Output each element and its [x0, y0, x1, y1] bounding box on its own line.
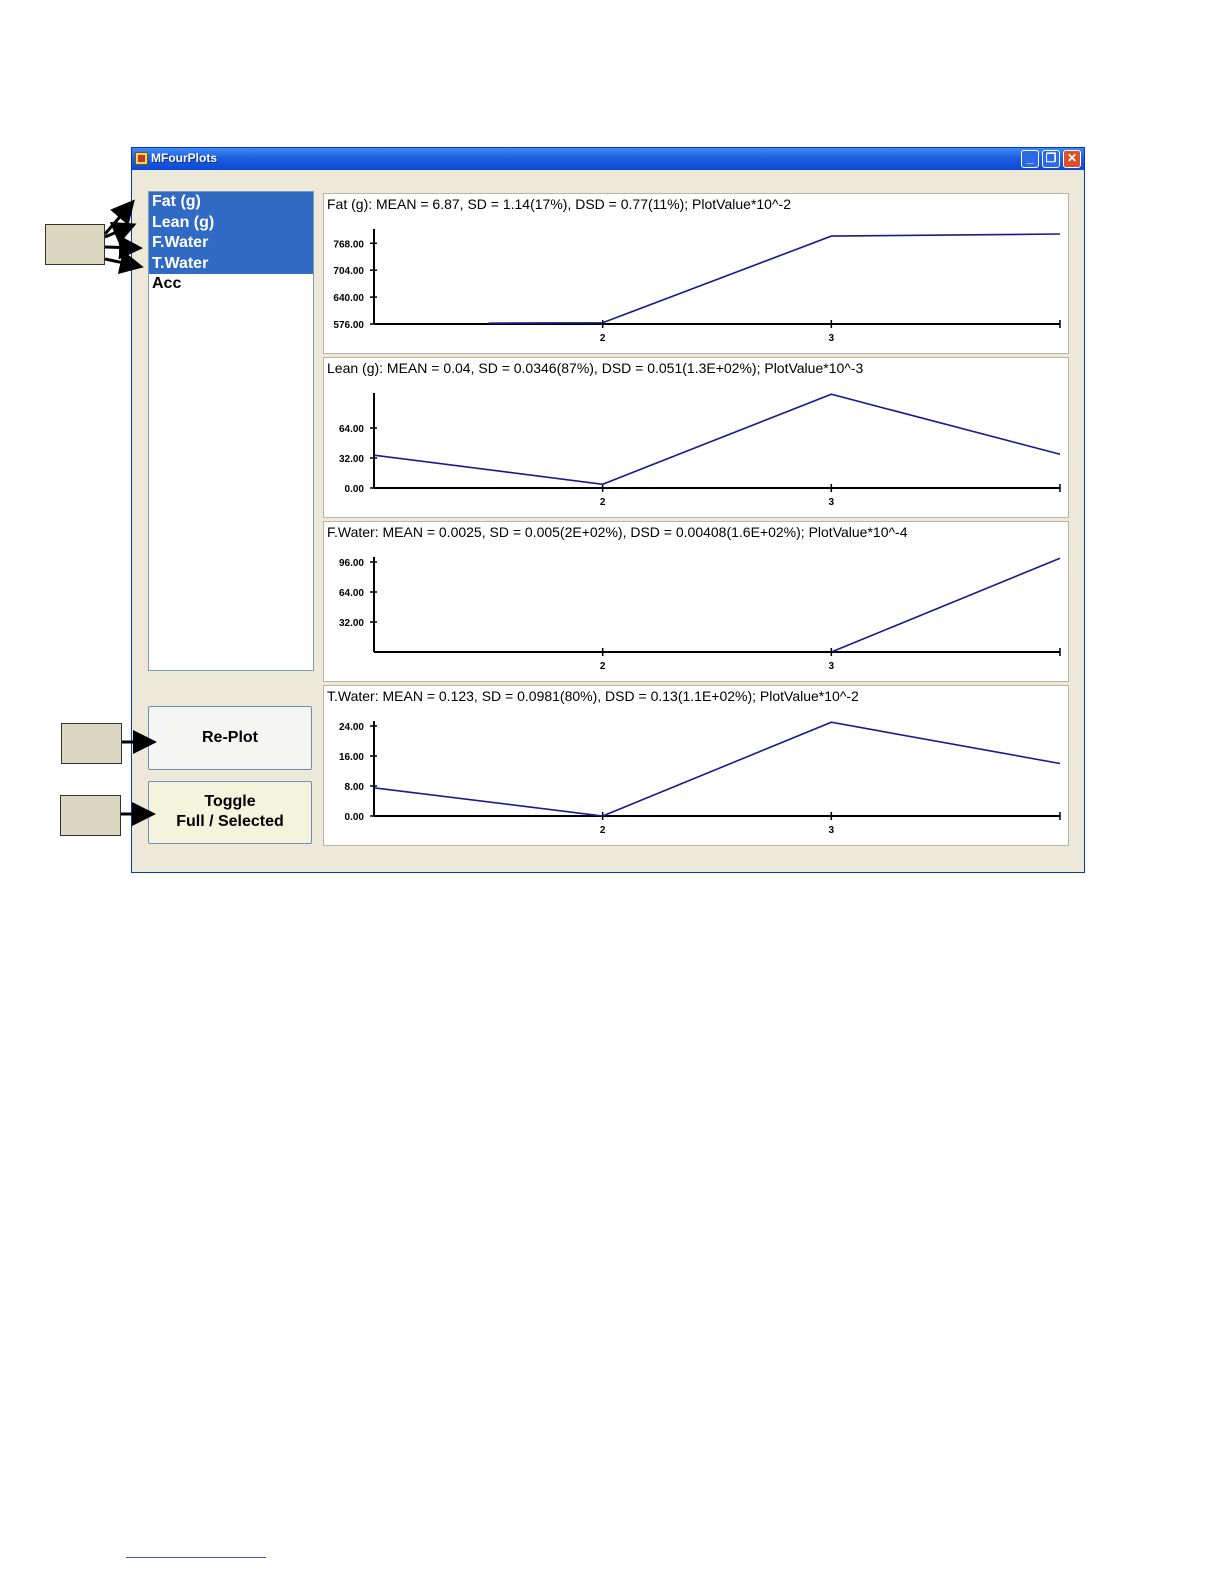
x-tick-label: 3 [828, 825, 835, 836]
y-tick-label: 0.00 [344, 812, 364, 823]
x-tick-label: 2 [599, 825, 606, 836]
window-title: MFourPlots [151, 151, 217, 165]
y-tick-label: 576.00 [333, 320, 364, 331]
callout-arrow [105, 204, 131, 234]
y-tick-label: 64.00 [338, 424, 364, 435]
y-tick-label: 16.00 [338, 752, 364, 763]
replot-button[interactable]: Re-Plot [148, 706, 312, 770]
y-tick-label: 0.00 [344, 484, 364, 495]
list-item-lean[interactable]: Lean (g) [149, 213, 313, 234]
y-tick-label: 32.00 [338, 454, 364, 465]
x-tick-label: 2 [599, 333, 606, 344]
y-tick-label: 32.00 [338, 618, 364, 629]
plot-title: Lean (g): MEAN = 0.04, SD = 0.0346(87%), DSD = 0.051(1.3E+02%); PlotValue*10^-3 [327, 360, 864, 376]
y-tick-label: 704.00 [333, 266, 364, 278]
plot-title: F.Water: MEAN = 0.0025, SD = 0.005(2E+02%), DSD = 0.00408(1.6E+02%); PlotValue*10^-4 [327, 524, 908, 540]
list-item-fat[interactable]: Fat (g) [149, 192, 313, 213]
toggle-label-line2: Full / Selected [176, 813, 284, 830]
x-tick-label: 3 [828, 333, 835, 344]
list-item-twater[interactable]: T.Water [149, 254, 313, 275]
y-tick-label: 64.00 [338, 588, 364, 599]
minimize-button[interactable]: _ [1021, 150, 1039, 168]
y-tick-label: 96.00 [338, 558, 364, 569]
y-tick-label: 24.00 [338, 722, 364, 733]
x-tick-label: 3 [828, 497, 835, 508]
x-tick-label: 2 [599, 497, 606, 508]
toggle-label-line1: Toggle [204, 793, 256, 810]
callout-arrow [105, 259, 138, 266]
x-tick-label: 2 [599, 661, 606, 672]
plot-title: Fat (g): MEAN = 6.87, SD = 1.14(17%), DSD = 0.77(11%); PlotValue*10^-2 [327, 196, 791, 212]
list-item-fwater[interactable]: F.Water [149, 233, 313, 254]
y-tick-label: 8.00 [344, 782, 364, 793]
list-item-acc[interactable]: Acc [152, 275, 182, 292]
callout-arrow [105, 247, 137, 248]
footnote-separator [126, 1557, 266, 1558]
y-tick-label: 768.00 [333, 239, 364, 251]
x-tick-label: 3 [828, 661, 835, 672]
y-tick-label: 640.00 [333, 293, 364, 305]
restore-button[interactable]: ❐ [1042, 150, 1060, 168]
close-button[interactable]: ✕ [1063, 150, 1081, 168]
plot-title: T.Water: MEAN = 0.123, SD = 0.0981(80%), DSD = 0.13(1.1E+02%); PlotValue*10^-2 [327, 688, 859, 704]
